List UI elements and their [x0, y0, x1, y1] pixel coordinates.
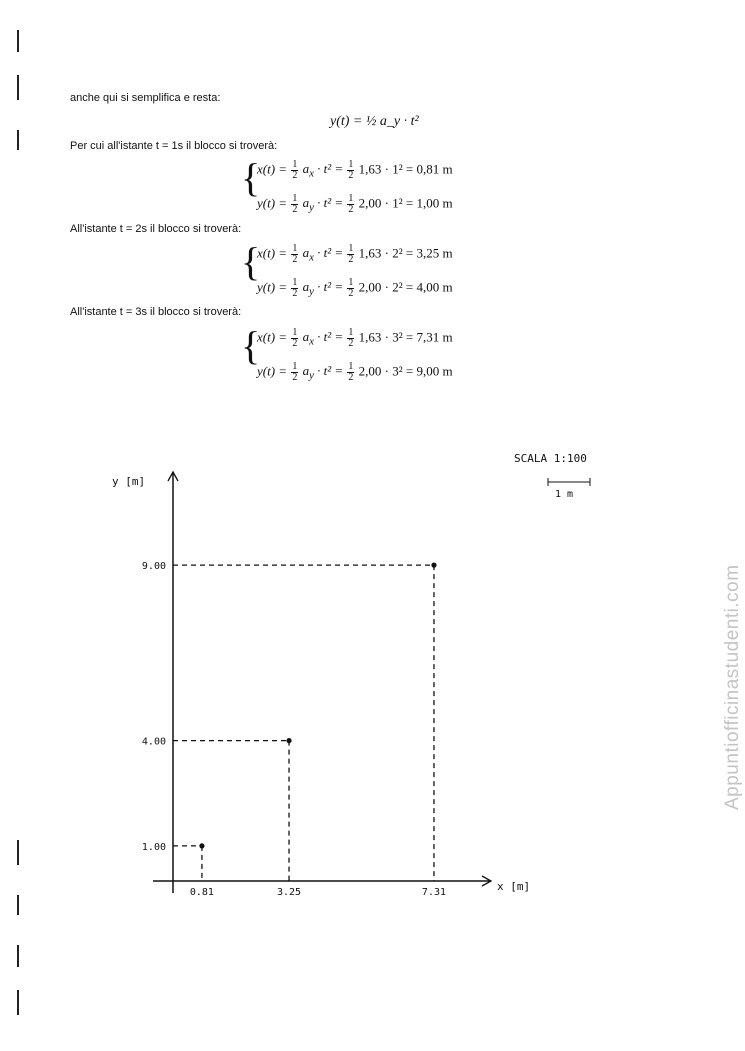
intro-text: anche qui si semplifica e resta: [70, 92, 221, 104]
y-equation-t2: y(t) = $\frac{1}{2}$ $a_y \cdot t^2$ = $\frac{1}{2}$ 2,00 · 2² = 4,00 m [257, 277, 453, 299]
main-equation: y(t) = ½ a_y · t² [330, 114, 419, 129]
x-equation-t3: x(t) = $\frac{1}{2}$ $a_x \cdot t^2$ = $\frac{1}{2}$ 1,63 · 3² = 7,31 m [257, 327, 453, 349]
x-tick-label: 7.31 [421, 887, 447, 898]
x-equation-t1: x(t) = $\frac{1}{2}$ $a_x \cdot t^2$ = $\frac{1}{2}$ 1,63 · 1² = 0,81 m [257, 159, 453, 181]
watermark: Appuntiofficinastudenti.com [722, 564, 743, 810]
brace-t3: { [241, 323, 261, 368]
brace-t1: { [241, 155, 261, 200]
y-tick-label: 1.00 [141, 841, 166, 853]
scale-bar-label: 1 m [555, 489, 574, 500]
x-rhs-t1: 1,63 · 1² = 0,81 m [358, 161, 453, 177]
x-tick-label: 0.81 [189, 887, 214, 898]
y-axis-label: y [m] [112, 475, 146, 488]
data-point [431, 563, 436, 568]
y-equation-t3: y(t) = $\frac{1}{2}$ $a_y \cdot t^2$ = $\frac{1}{2}$ 2,00 · 3² = 9,00 m [257, 361, 453, 383]
data-point [286, 738, 291, 743]
t1-intro-text: Per cui all'istante t = 1s il blocco si troverà: [70, 140, 278, 152]
brace-t2: { [241, 239, 261, 284]
t2-intro-text: All'istante t = 2s il blocco si troverà: [70, 223, 242, 235]
t3-intro-text: All'istante t = 3s il blocco si troverà: [70, 306, 242, 318]
y-rhs-t1: 2,00 · 1² = 1,00 m [358, 195, 453, 211]
scale-label: SCALA 1:100 [514, 452, 587, 465]
data-point [199, 843, 204, 848]
x-tick-label: 3.25 [276, 887, 302, 898]
y-rhs-t2: 2,00 · 2² = 4,00 m [358, 279, 453, 295]
x-rhs-t3: 1,63 · 3² = 7,31 m [358, 329, 453, 345]
x-equation-t2: x(t) = $\frac{1}{2}$ $a_x \cdot t^2$ = $\frac{1}{2}$ 1,63 · 2² = 3,25 m [257, 243, 453, 265]
x-rhs-t2: 1,63 · 2² = 3,25 m [358, 245, 453, 261]
x-axis-label: x [m] [497, 880, 531, 893]
y-equation-t1: y(t) = $\frac{1}{2}$ $a_y \cdot t^2$ = $\frac{1}{2}$ 2,00 · 1² = 1,00 m [257, 193, 453, 215]
y-tick-label: 4.00 [141, 736, 166, 748]
y-rhs-t3: 2,00 · 3² = 9,00 m [358, 363, 453, 379]
y-tick-label: 9.00 [141, 561, 166, 573]
